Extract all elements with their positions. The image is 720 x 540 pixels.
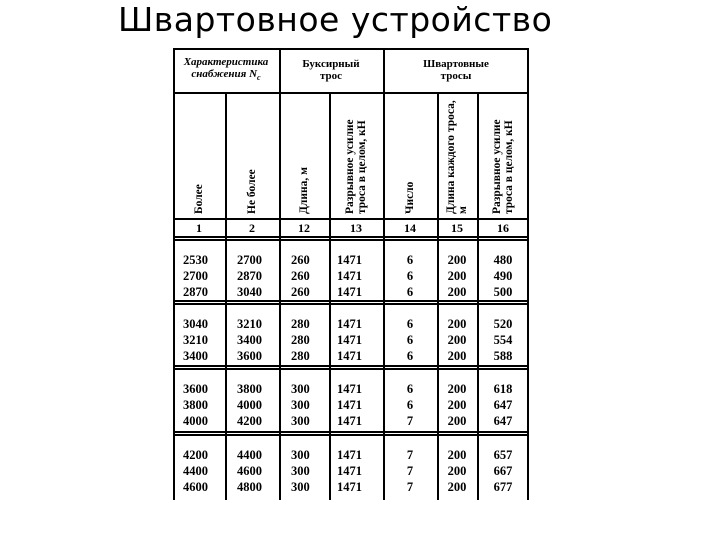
table-cell: 260: [291, 253, 310, 267]
column-divider: [437, 92, 439, 500]
table-cell: 490: [493, 269, 513, 283]
column-header-text: Длина каждого троса, м: [445, 100, 469, 214]
column-header-7: [477, 92, 529, 218]
column-divider-major: [383, 48, 385, 500]
table-cell: 667: [493, 464, 513, 478]
table-cell: 554: [493, 333, 513, 347]
table-cell: 1471: [337, 285, 362, 299]
column-header-text: Длина, м: [298, 167, 310, 214]
table-cell: 4400: [183, 464, 208, 478]
column-header-text: Разрывное усилие троса в целом, кН: [491, 119, 515, 214]
table-cell: 200: [447, 333, 467, 347]
table-cell: 300: [291, 480, 310, 494]
table-cell: 520: [493, 317, 513, 331]
column-number: 2: [249, 221, 255, 235]
table-cell: 657: [493, 448, 513, 462]
table-cell: 200: [447, 253, 467, 267]
table-cell: 3210: [183, 333, 208, 347]
header-mooring-lines-label: Швартовные тросы: [423, 58, 489, 82]
column-header-3: [279, 92, 329, 218]
table-cell: 3400: [237, 333, 262, 347]
header-supply-characteristic: [173, 48, 279, 92]
table-cell: 1471: [337, 414, 362, 428]
table-cell: 280: [291, 333, 310, 347]
table-cell: 3040: [237, 285, 262, 299]
header-mooring-lines: [383, 48, 529, 92]
table-cell: 4600: [183, 480, 208, 494]
table-cell: 4200: [237, 414, 262, 428]
table-cell: 4200: [183, 448, 208, 462]
column-header-6: [437, 92, 477, 218]
table-cell: 647: [493, 398, 513, 412]
table-cell: 7: [406, 464, 414, 478]
table-cell: 6: [406, 398, 414, 412]
table-cell: 200: [447, 414, 467, 428]
slide-title: Швартовное устройство: [118, 0, 553, 39]
table-cell: 300: [291, 448, 310, 462]
column-divider: [477, 92, 479, 500]
table-cell: 1471: [337, 253, 362, 267]
column-header-5: [383, 92, 437, 218]
table-cell: 7: [406, 480, 414, 494]
table-cell: 4600: [237, 464, 262, 478]
table-cell: 647: [493, 414, 513, 428]
table-cell: 2870: [183, 285, 208, 299]
table-cell: 1471: [337, 382, 362, 396]
table-cell: 200: [447, 349, 467, 363]
table-cell: 6: [406, 349, 414, 363]
table-cell: 260: [291, 269, 310, 283]
table-cell: 618: [493, 382, 513, 396]
column-divider: [225, 92, 227, 500]
header-towline-label: Буксирный трос: [302, 58, 360, 82]
column-header-text: Число: [404, 181, 416, 214]
table-cell: 200: [447, 269, 467, 283]
table-cell: 480: [493, 253, 513, 267]
table-cell: 200: [447, 398, 467, 412]
table-cell: 200: [447, 382, 467, 396]
table-cell: 300: [291, 382, 310, 396]
header-supply-characteristic-text: [173, 56, 279, 84]
table-cell: 300: [291, 398, 310, 412]
table-cell: 1471: [337, 317, 362, 331]
table-cell: 4800: [237, 480, 262, 494]
table-cell: 6: [406, 333, 414, 347]
table-cell: 280: [291, 349, 310, 363]
table-cell: 1471: [337, 464, 362, 478]
table-cell: 7: [406, 448, 414, 462]
table-cell: 1471: [337, 398, 362, 412]
table-cell: 2700: [237, 253, 262, 267]
table-cell: 1471: [337, 269, 362, 283]
column-header-text: Разрывное усилие троса в целом, кН: [344, 119, 368, 214]
table-cell: 3800: [237, 382, 262, 396]
column-divider-major: [279, 48, 281, 500]
column-number: 12: [298, 221, 310, 235]
table-cell: 2700: [183, 269, 208, 283]
table-cell: 200: [447, 464, 467, 478]
table-cell: 3600: [183, 382, 208, 396]
column-number: 16: [497, 221, 509, 235]
header-supply-subscript: с: [257, 73, 261, 83]
table-cell: 4000: [237, 398, 262, 412]
table-border-top: [173, 48, 529, 50]
table-cell: 300: [291, 464, 310, 478]
table-cell: 3210: [237, 317, 262, 331]
table-cell: 2870: [237, 269, 262, 283]
column-header-2: [225, 92, 279, 218]
table-cell: 200: [447, 480, 467, 494]
table-cell: 1471: [337, 333, 362, 347]
header-towline: [279, 48, 383, 92]
table-cell: 6: [406, 317, 414, 331]
column-number: 15: [451, 221, 463, 235]
column-divider: [329, 92, 331, 500]
column-header-text: Более: [193, 184, 205, 214]
header-supply-label: Характеристика снабжения N: [183, 55, 269, 80]
table-cell: 6: [406, 269, 414, 283]
table-cell: 6: [406, 382, 414, 396]
table-cell: 280: [291, 317, 310, 331]
table-cell: 588: [493, 349, 513, 363]
table-cell: 1471: [337, 349, 362, 363]
table-cell: 4400: [237, 448, 262, 462]
table-cell: 677: [493, 480, 513, 494]
table-cell: 2530: [183, 253, 208, 267]
column-header-1: [173, 92, 225, 218]
anchor-equipment-table: [173, 48, 529, 500]
column-header-4: [329, 92, 383, 218]
table-cell: 6: [406, 285, 414, 299]
table-cell: 3600: [237, 349, 262, 363]
table-cell: 500: [493, 285, 513, 299]
table-cell: 200: [447, 448, 467, 462]
table-cell: 3040: [183, 317, 208, 331]
table-cell: 260: [291, 285, 310, 299]
table-cell: 200: [447, 285, 467, 299]
table-cell: 4000: [183, 414, 208, 428]
table-cell: 1471: [337, 448, 362, 462]
table-cell: 200: [447, 317, 467, 331]
column-number: 1: [196, 221, 202, 235]
column-number: 13: [350, 221, 362, 235]
column-header-text: Не более: [246, 169, 258, 214]
column-number: 14: [404, 221, 416, 235]
table-cell: 6: [406, 253, 414, 267]
table-cell: 1471: [337, 480, 362, 494]
table-cell: 7: [406, 414, 414, 428]
table-cell: 3800: [183, 398, 208, 412]
table-cell: 3400: [183, 349, 208, 363]
table-cell: 300: [291, 414, 310, 428]
